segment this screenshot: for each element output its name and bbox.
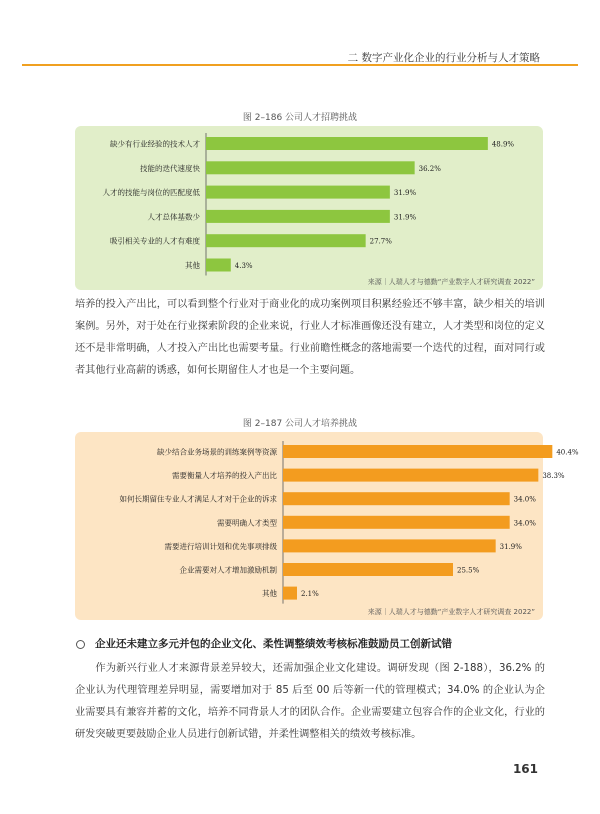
chart-2-svg: [75, 432, 579, 620]
chart-2-category-label: 需要明确人才类型: [217, 518, 277, 528]
page-number: 161: [512, 762, 538, 776]
chart-1-category-label: 吸引相关专业的人才有难度: [110, 236, 200, 246]
chart-2-value-label: 2.1%: [301, 590, 319, 599]
chart-2-bar: [283, 587, 297, 600]
chart-1-value-label: 31.9%: [393, 189, 417, 198]
chart-training-challenges: [75, 432, 579, 620]
chart-2-value-label: 34.0%: [513, 519, 536, 528]
chart-2-category-label: 需要进行培训计划和优先事项排级: [164, 541, 277, 551]
chart-2-category-label: 其他: [262, 589, 277, 599]
chart-1-value-label: 31.9%: [393, 213, 417, 222]
chart-1-bar: [206, 210, 390, 223]
chart-2-category-label: 如何长期留住专业人才满足人才对于企业的诉求: [119, 494, 277, 504]
chart-1-bar: [206, 186, 390, 199]
section-title: 二 数字产业化企业的行业分析与人才策略: [347, 52, 540, 64]
chart-1-category-label: 人才总体基数少: [147, 212, 200, 222]
chart-1-bar: [206, 161, 415, 174]
chart-1-value-label: 4.3%: [234, 262, 253, 270]
paragraph-2: 作为新兴行业人才来源背景差异较大，还需加强企业文化建设。调研发现（图 2-188），36.2% 的企业认为代理管理差异明显，需要增加对于 85 后至 00 后等新一代的管理模式；34.0% 的企业认为企业需要具有兼容并蓄的文化，培养不同背景人才的团队合作。企业需要建立包容合作的企业文化，行业的研发突破更要鼓励企业人员进行创新试错，并柔性调整相关的绩效考核标准。: [75, 663, 545, 740]
chart-1-background: [75, 126, 543, 290]
chart-1-category-label: 技能的迭代速度快: [140, 163, 200, 173]
chart-1-source: 来源｜人瑞人才与德勤“产业数字人才研究调查 2022”: [367, 278, 535, 286]
paragraph-1: 培养的投入产出比，可以看到整个行业对于商业化的成功案例项目积累经验还不够丰富，缺少相关的培训案例。另外，对于处在行业探索阶段的企业来说，行业人才标准画像还没有建立，人才类型和岗位的定义还不是非常明确，人才投入产出比也需要考量。行业前瞻性概念的落地需要一个迭代的过程，面对同行或者其他行业高薪的诱惑，如何长期留住人才也是一个主要问题。: [75, 299, 545, 376]
chart-2-value-label: 31.9%: [499, 542, 522, 551]
subheading: 企业还未建立多元并包的企业文化、柔性调整绩效考核标准鼓励员工创新试错: [95, 638, 452, 650]
chart-2-bar: [283, 539, 496, 552]
chart-2-value-label: 38.3%: [542, 472, 565, 481]
figure-title-2: 图 2–187 公司人才培养挑战: [242, 419, 358, 429]
chart-1-value-label: 48.9%: [491, 140, 515, 149]
chart-2-value-label: 40.4%: [556, 448, 579, 457]
chart-2-bar: [283, 445, 552, 458]
bullet-icon: [76, 640, 85, 649]
figure-title-1: 图 2–186 公司人才招聘挑战: [242, 113, 358, 123]
chart-2-bar: [283, 469, 538, 482]
chart-2-source: 来源｜人瑞人才与德勤“产业数字人才研究调查 2022”: [367, 608, 535, 616]
chart-1-bar: [206, 137, 488, 150]
chart-2-category-label: 企业需要对人才增加激励机制: [179, 565, 277, 575]
chart-2-value-label: 34.0%: [513, 495, 536, 504]
chart-1-category-label: 其他: [185, 261, 200, 270]
chart-1-category-label: 人才的技能与岗位的匹配度低: [102, 188, 200, 198]
chart-1-value-label: 27.7%: [369, 237, 392, 246]
chart-1-svg: [75, 126, 543, 290]
chart-recruitment-challenges: [75, 126, 543, 290]
chart-1-value-label: 36.2%: [418, 164, 441, 173]
chart-2-bar: [283, 492, 510, 505]
chart-2-value-label: 25.5%: [457, 566, 480, 575]
chart-2-bar: [283, 516, 510, 529]
chart-1-bar: [206, 234, 366, 247]
chart-1-category-label: 缺少有行业经验的技术人才: [110, 139, 200, 149]
chart-2-category-label: 需要衡量人才培养的投入产出比: [172, 471, 277, 481]
chart-2-bar: [283, 563, 453, 576]
chart-2-category-label: 缺少结合业务场景的训练案例等资源: [157, 447, 277, 457]
chart-1-bar: [206, 259, 231, 272]
